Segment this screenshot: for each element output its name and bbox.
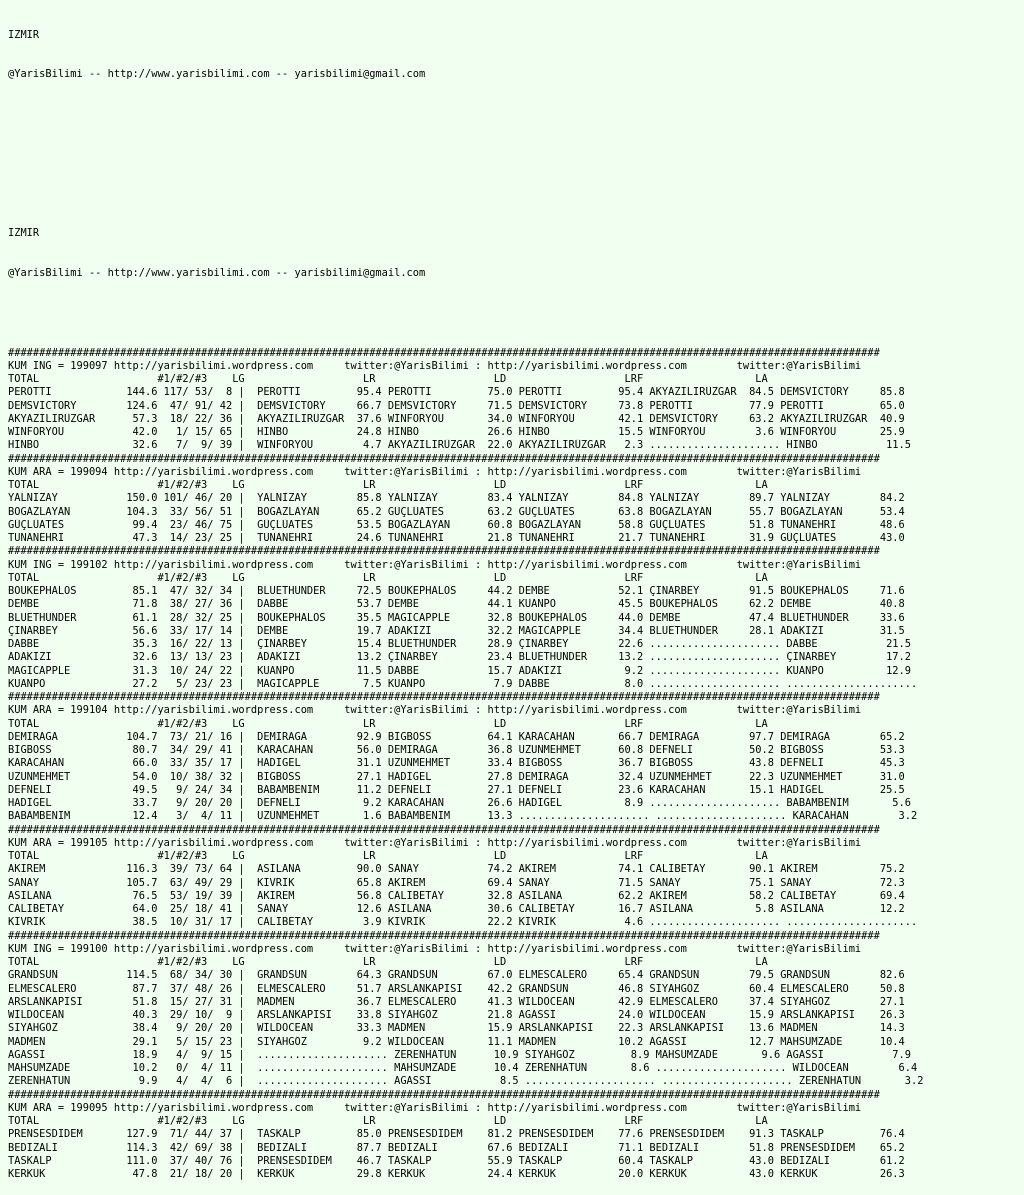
table-row: MADMEN 29.1 5/ 15/ 23 | SIYAHGÖZ 9.2 WILDOCEAN 11.1 MADMEN 10.2 AGASSI 12.7 MAHSUMZADE 10.4 xyxy=(8,1035,905,1048)
section-title: KUM ING = 199100 http://yarisbilimi.wordpress.com twitter:@YarisBilimi : http://yarisbilimi.wordpress.com twitter:@YarisBilimi xyxy=(8,942,862,955)
table-row: TASKALP 111.0 37/ 40/ 76 | PRENSESDIDEM 46.7 TASKALP 55.9 TASKALP 60.4 TASKALP 43.0 BEDIZALI 61.2 xyxy=(8,1154,905,1167)
column-header: TOTAL #1/#2/#3 LG LR LD LRF LA xyxy=(8,373,768,385)
separator-line: ############################################################################################################################################ xyxy=(8,545,880,558)
race-section xyxy=(8,930,1024,1089)
table-row: SIYAHGÖZ 38.4 9/ 20/ 20 | WILDOCEAN 33.3 MADMEN 15.9 ARSLANKAPISI 22.3 ARSLANKAPISI 13.6 MADMEN 14.3 xyxy=(8,1022,905,1035)
column-header: TOTAL #1/#2/#3 LG LR LD LRF LA xyxy=(8,1115,768,1127)
table-row: CALIBETAY 64.0 25/ 18/ 41 | SANAY 12.6 ASILANA 30.6 CALIBETAY 16.7 ASILANA 5.8 ASILANA 12.2 xyxy=(8,903,905,915)
table-row: BLUETHUNDER 61.1 28/ 32/ 25 | BOUKEPHALOS 35.5 MAGICAPPLE 32.8 BOUKEPHALOS 44.0 DEMBE 47.4 BLUETHUNDER 33.6 xyxy=(8,611,905,624)
race-section xyxy=(8,347,1024,453)
table-row: ZERENHATUN 9.9 4/ 4/ 6 | ..................... AGASSI 8.5 ..................... ..................... ZERENHATUN 3.2 xyxy=(8,1075,924,1088)
table-row: PRENSESDIDEM 127.9 71/ 44/ 37 | TASKALP 85.0 PRENSESDIDEM 81.2 PRENSESDIDEM 77.6 PRENSESDIDEM 91.3 TASKALP 76.4 xyxy=(8,1128,905,1141)
table-row: AKYAZILIRÜZGAR 57.3 18/ 22/ 36 | AKYAZILIRÜZGAR 37.6 WINFORYOU 34.0 WINFORYOU 42.1 DEMSVICTORY 63.2 AKYAZILIRÜZGAR 40.9 xyxy=(8,412,905,425)
table-row: UZUNMEHMET 54.0 10/ 38/ 32 | BIGBOSS 27.1 HADIGEL 27.8 DEMIRAGA 32.4 UZUNMEHMET 22.3 UZUNMEHMET 31.0 xyxy=(8,770,905,783)
separator-line: ############################################################################################################################################ xyxy=(8,929,880,942)
table-row: ADAKIZI 32.6 13/ 13/ 23 | ADAKIZI 13.2 ÇINARBEY 23.4 BLUETHUNDER 13.2 ..................... ÇINARBEY 17.2 xyxy=(8,651,911,664)
separator-line: ############################################################################################################################################ xyxy=(8,452,880,465)
separator-line: ############################################################################################################################################ xyxy=(8,823,880,836)
separator-line: ############################################################################################################################################ xyxy=(8,691,880,703)
table-row: ÇINARBEY 56.6 33/ 17/ 14 | DEMBE 19.7 ADAKIZI 32.2 MAGICAPPLE 34.4 BLUETHUNDER 28.1 ADAKIZI 31.5 xyxy=(8,624,905,637)
spacer xyxy=(8,307,1024,320)
race-section xyxy=(8,691,1024,824)
table-row: DEMIRAGA 104.7 73/ 21/ 16 | DEMIRAGA 92.9 BIGBOSS 64.1 KARACAHAN 66.7 DEMIRAGA 97.7 DEMIRAGA 65.2 xyxy=(8,730,905,743)
table-row: BOUKEPHALOS 85.1 47/ 32/ 34 | BLUETHUNDER 72.5 BOUKEPHALOS 44.2 DEMBE 52.1 ÇINARBEY 91.5 BOUKEPHALOS 71.6 xyxy=(8,585,905,597)
race-section xyxy=(8,545,1024,691)
section-title: KUM ARA = 199104 http://yarisbilimi.wordpress.com twitter:@YarisBilimi : http://yarisbilimi.wordpress.com twitter:@YarisBilimi xyxy=(8,704,862,717)
table-row: BEDIZALI 114.3 42/ 69/ 38 | BEDIZALI 87.7 BEDIZALI 67.6 BEDIZALI 71.1 BEDIZALI 51.8 PRENSESDIDEM 65.2 xyxy=(8,1141,905,1154)
table-row: DABBE 35.3 16/ 22/ 13 | ÇINARBEY 15.4 BLUETHUNDER 28.9 ÇINARBEY 22.6 ..................... DABBE 21.5 xyxy=(8,638,911,650)
table-row: BABAMBENIM 12.4 3/ 4/ 11 | UZUNMEHMET 1.6 BABAMBENIM 13.3 ..................... ..................... KARACAHAN 3.2 xyxy=(8,810,918,823)
table-row: AGASSI 18.9 4/ 9/ 15 | ..................... ZERENHATUN 10.9 SIYAHGÖZ 8.9 MAHSUMZADE 9.6 AGASSI 7.9 xyxy=(8,1048,911,1061)
table-row: TUNANEHRI 47.3 14/ 23/ 25 | TUNANEHRI 24.6 TUNANEHRI 21.8 TUNANEHRI 21.7 TUNANEHRI 31.9 GÜÇLÜATES 43.0 xyxy=(8,532,905,544)
spacer xyxy=(8,188,1024,201)
section-title: KUM ING = 199097 http://yarisbilimi.wordpress.com twitter:@YarisBilimi : http://yarisbilimi.wordpress.com twitter:@YarisBilimi xyxy=(8,359,862,372)
table-row: KERKÜK 47.8 21/ 18/ 20 | KERKÜK 29.8 KERKÜK 24.4 KERKÜK 20.0 KERKÜK 43.0 KERKÜK 26.3 xyxy=(8,1168,905,1180)
city-heading: IZMIR xyxy=(8,28,40,41)
table-row: SANAY 105.7 63/ 49/ 29 | KIVRIK 65.8 AKIREM 69.4 SANAY 71.5 SANAY 75.1 SANAY 72.3 xyxy=(8,876,905,889)
race-section xyxy=(8,453,1024,546)
table-row: AKIREM 116.3 39/ 73/ 64 | ASILANA 90.0 SANAY 74.2 AKIREM 74.1 CALIBETAY 90.1 AKIREM 75.2 xyxy=(8,863,905,876)
city-heading: IZMIR xyxy=(8,227,40,240)
table-row: GÜÇLÜATES 99.4 23/ 46/ 75 | GÜÇLÜATES 53.5 BOGAZLAYAN 60.8 BOGAZLAYAN 58.8 GÜÇLÜATES 51.8 TUNANEHRI 48.6 xyxy=(8,518,905,531)
table-row: HINBO 32.6 7/ 9/ 39 | WINFORYOU 4.7 AKYAZILIRÜZGAR 22.0 AKYAZILIRÜZGAR 2.3 ..................... HINBO 11.5 xyxy=(8,439,911,452)
separator-line: ############################################################################################################################################ xyxy=(8,346,880,359)
table-row: ASILANA 76.5 53/ 19/ 39 | AKIREM 56.8 CALIBETAY 32.8 ASILANA 62.2 AKIREM 58.2 CALIBETAY 69.4 xyxy=(8,889,905,902)
column-header: TOTAL #1/#2/#3 LG LR LD LRF LA xyxy=(8,956,768,968)
spacer xyxy=(8,148,1024,161)
table-row: KARACAHAN 66.0 33/ 35/ 17 | HADIGEL 31.1 UZUNMEHMET 33.4 BIGBOSS 36.7 BIGBOSS 43.8 DEFNELI 45.3 xyxy=(8,757,905,770)
table-row: GRANDSUN 114.5 68/ 34/ 30 | GRANDSUN 64.3 GRANDSUN 67.0 ELMESCALERO 65.4 GRANDSUN 79.5 GRANDSUN 82.6 xyxy=(8,969,905,982)
column-header: TOTAL #1/#2/#3 LG LR LD LRF LA xyxy=(8,571,768,584)
table-row: WINFORYOU 42.0 1/ 15/ 65 | HINBO 24.8 HINBO 26.6 HINBO 15.5 WINFORYOU 3.6 WINFORYOU 25.9 xyxy=(8,426,905,438)
race-section xyxy=(8,824,1024,930)
table-row: KUANPO 27.2 5/ 23/ 23 | MAGICAPPLE 7.5 KUANPO 7.9 DABBE 8.0 ..................... ..................... xyxy=(8,677,918,690)
table-row: ARSLANKAPISI 51.8 15/ 27/ 31 | MADMEN 36.7 ELMESCALERO 41.3 WILDOCEAN 42.9 ELMESCALERO 37.4 SIYAHGÖZ 27.1 xyxy=(8,995,905,1008)
table-row: PEROTTI 144.6 117/ 53/ 8 | PEROTTI 95.4 PEROTTI 75.0 PEROTTI 95.4 AKYAZILIRÜZGAR 84.5 DEMSVICTORY 85.8 xyxy=(8,386,905,399)
table-row: MAGICAPPLE 31.3 10/ 24/ 22 | KUANPO 11.5 DABBE 15.7 ADAKIZI 9.2 ..................... KUANPO 12.9 xyxy=(8,664,911,677)
section-title: KUM ING = 199102 http://yarisbilimi.wordpress.com twitter:@YarisBilimi : http://yarisbilimi.wordpress.com twitter:@YarisBilimi xyxy=(8,558,862,571)
table-row: WILDOCEAN 40.3 29/ 10/ 9 | ARSLANKAPISI 33.8 SIYAHGÖZ 21.8 AGASSI 24.0 WILDOCEAN 15.9 ARSLANKAPISI 26.3 xyxy=(8,1009,905,1021)
table-row: ELMESCALERO 87.7 37/ 48/ 26 | ELMESCALERO 51.7 ARSLANKAPISI 42.2 GRANDSUN 46.8 SIYAHGÖZ 60.4 ELMESCALERO 50.8 xyxy=(8,982,905,995)
section-title: KUM ARA = 199095 http://yarisbilimi.wordpress.com twitter:@YarisBilimi : http://yarisbilimi.wordpress.com twitter:@YarisBilimi xyxy=(8,1101,862,1114)
section-title: KUM ARA = 199094 http://yarisbilimi.wordpress.com twitter:@YarisBilimi : http://yarisbilimi.wordpress.com twitter:@YarisBilimi xyxy=(8,465,862,478)
race-section xyxy=(8,1089,1024,1182)
table-row: DEMSVICTORY 124.6 47/ 91/ 42 | DEMSVICTORY 66.7 DEMSVICTORY 71.5 DEMSVICTORY 73.8 PEROTTI 77.9 PEROTTI 65.0 xyxy=(8,399,905,412)
contact-line: @YarisBilimi -- http://www.yarisbilimi.com -- yarisbilimi@gmail.com xyxy=(8,68,426,81)
table-row: HADIGEL 33.7 9/ 20/ 20 | DEFNELI 9.2 KARACAHAN 26.6 HADIGEL 8.9 ..................... BABAMBENIM 5.6 xyxy=(8,797,911,809)
contact-line: @YarisBilimi -- http://www.yarisbilimi.com -- yarisbilimi@gmail.com xyxy=(8,267,426,279)
column-header: TOTAL #1/#2/#3 LG LR LD LRF LA xyxy=(8,479,768,491)
spacer xyxy=(8,108,1024,121)
table-row: YALNIZAY 150.0 101/ 46/ 20 | YALNIZAY 85.8 YALNIZAY 83.4 YALNIZAY 84.8 YALNIZAY 89.7 YALNIZAY 84.2 xyxy=(8,492,905,505)
section-title: KUM ARA = 199105 http://yarisbilimi.wordpress.com twitter:@YarisBilimi : http://yarisbilimi.wordpress.com twitter:@YarisBilimi xyxy=(8,836,862,849)
column-header: TOTAL #1/#2/#3 LG LR LD LRF LA xyxy=(8,717,768,730)
table-row: DEFNELI 49.5 9/ 24/ 34 | BABAMBENIM 11.2 DEFNELI 27.1 DEFNELI 23.6 KARACAHAN 15.1 HADIGEL 25.5 xyxy=(8,783,905,796)
separator-line: ############################################################################################################################################ xyxy=(8,1088,880,1101)
column-header: TOTAL #1/#2/#3 LG LR LD LRF LA xyxy=(8,850,768,862)
table-row: MAHSUMZADE 10.2 0/ 4/ 11 | ..................... MAHSUMZADE 10.4 ZERENHATUN 8.6 ..................... WILDOCEAN 6.4 xyxy=(8,1062,918,1074)
table-row: KIVRIK 38.5 10/ 31/ 17 | CALIBETAY 3.9 KIVRIK 22.2 KIVRIK 4.6 ..................... ..................... xyxy=(8,916,918,929)
table-row: BOGAZLAYAN 104.3 33/ 56/ 51 | BOGAZLAYAN 65.2 GÜÇLÜATES 63.2 GÜÇLÜATES 63.8 BOGAZLAYAN 55.7 BOGAZLAYAN 53.4 xyxy=(8,505,905,518)
table-row: BIGBOSS 80.7 34/ 29/ 41 | KARACAHAN 56.0 DEMIRAGA 36.8 UZUNMEHMET 60.8 DEFNELI 50.2 BIGBOSS 53.3 xyxy=(8,744,905,756)
race-sections xyxy=(8,347,1024,1182)
table-row: DEMBE 71.8 38/ 27/ 36 | DABBE 53.7 DEMBE 44.1 KUANPO 45.5 BOUKEPHALOS 62.2 DEMBE 40.8 xyxy=(8,598,905,611)
